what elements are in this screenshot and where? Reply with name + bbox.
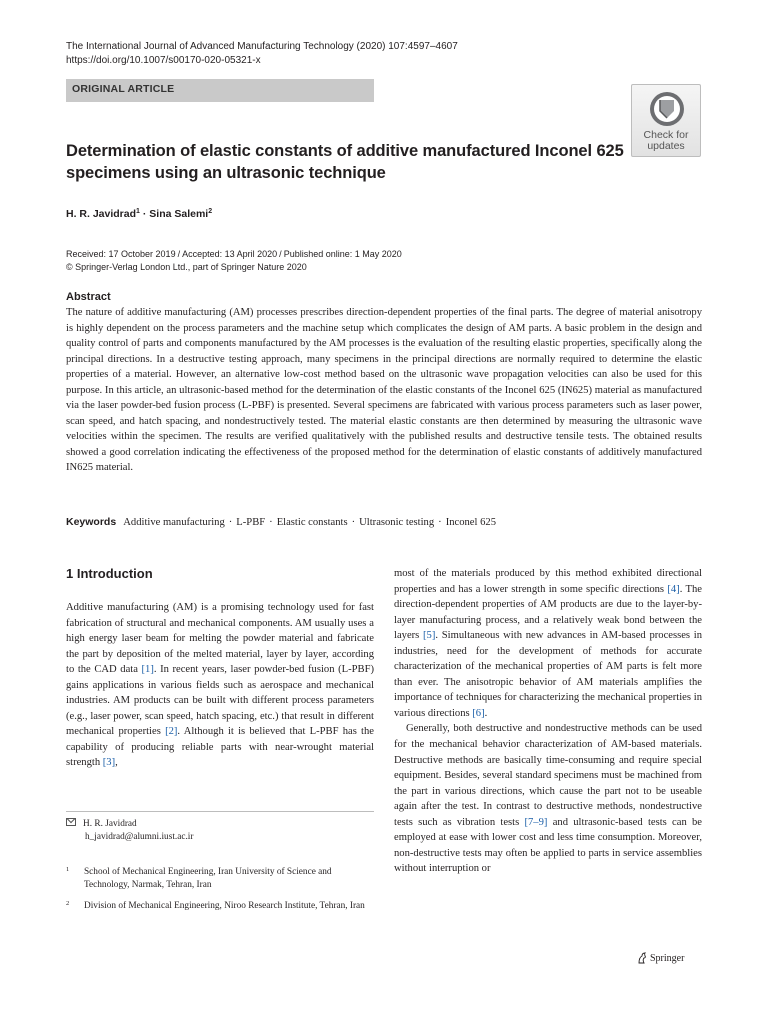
article-title: Determination of elastic constants of additive manufactured Inconel 625 specimens using an ultrasonic technique — [66, 142, 624, 182]
section-heading-introduction: 1 Introduction — [66, 566, 153, 581]
article-type-banner — [66, 79, 374, 102]
abstract-heading: Abstract — [66, 291, 111, 303]
author-list — [66, 208, 212, 220]
citation-link[interactable]: [2] — [165, 726, 178, 738]
keyword-item: L-PBF — [236, 517, 266, 528]
body-text: . Although it is believed that L-PBF has the capability of producing reliable parts with near-wrought material strength — [66, 726, 375, 769]
corresponding-author-name: H. R. Javidrad — [83, 819, 137, 829]
accepted-date: Accepted: 13 April 2020 — [182, 249, 278, 259]
citation-link[interactable]: [1] — [141, 664, 154, 676]
intro-paragraph-1-continued — [394, 566, 702, 721]
keyword-item: Ultrasonic testing — [359, 517, 435, 528]
keyword-item: Inconel 625 — [445, 517, 496, 528]
body-text: . — [484, 707, 488, 719]
keyword-separator: · — [269, 517, 273, 528]
body-text: Generally, both destructive and nondestructive methods can be used for the mechanical behavior characterization of AM-based materials. Destructive methods are basically time-consuming and require special equipment. Besides, several standard specimens must be machined from the part in various directions, which cause the part not to be useable again after the test. In contrast to destructive methods, nondestructive tests such as vibration tests — [394, 723, 702, 828]
author-affiliation-mark: 2 — [208, 208, 213, 215]
publisher-logo — [637, 952, 684, 964]
author-name[interactable]: Sina Salemi — [149, 208, 209, 220]
check-for-updates-badge[interactable] — [631, 84, 701, 157]
left-column — [66, 566, 374, 771]
body-text: . The direction-dependent properties of AM products are due to the layer-by-layer manufacturing process, and a relatively weak bond between the layers — [394, 583, 703, 642]
author-affiliation-mark: 1 — [136, 208, 140, 215]
keyword-item: Additive manufacturing — [123, 517, 225, 528]
received-date: Received: 17 October 2019 — [66, 249, 176, 259]
article-type-label: ORIGINAL ARTICLE — [72, 83, 175, 95]
body-text: . In recent years, laser powder-bed fusion (L-PBF) gains applications in various fields such as aerospace and mechanical industries. AM products can be built with different process parameters (e.g., laser power, scan speed, hatch spacing, etc.) that result in different mechanical properties — [66, 664, 374, 738]
citation-link[interactable]: [4] — [667, 583, 680, 595]
corresponding-author-email[interactable]: h_javidrad@alumni.iust.ac.ir — [85, 831, 194, 842]
published-date: Published online: 1 May 2020 — [283, 249, 402, 259]
intro-paragraph-2 — [394, 721, 702, 876]
body-text: most of the materials produced by this method exhibited directional properties and has a lower strength in some specific directions — [394, 568, 702, 595]
intro-paragraph-1 — [66, 600, 374, 771]
springer-horse-icon — [637, 952, 647, 964]
copyright-line: © Springer-Verlag London Ltd., part of Springer Nature 2020 — [66, 262, 307, 272]
author-separator: · — [142, 208, 147, 220]
keywords-label: Keywords — [66, 516, 117, 528]
affiliation-2 — [66, 900, 374, 913]
journal-citation: The International Journal of Advanced Manufacturing Technology (2020) 107:4597–4607 — [66, 41, 458, 52]
affiliation-text: School of Mechanical Engineering, Iran University of Science and Technology, Narmak, Tehran, Iran — [84, 867, 332, 890]
affiliation-1 — [66, 866, 374, 891]
updates-label: updates — [647, 140, 685, 152]
body-text: Additive manufacturing (AM) is a promising technology used for fast fabrication of structural and mechanical components. AM usually uses a high energy laser beam for melting the powder material and fabricate the part by deposition of the melted material, layer by layer, according to the CAD data — [66, 602, 374, 676]
body-text: and ultrasonic-based tests can be employed at ease with lower cost and less time consumption. Moreover, non-destructive tests may often be applied to parts in service assemblies without interruption or — [394, 816, 703, 875]
affiliation-number: 1 — [66, 866, 70, 873]
envelope-icon — [66, 818, 76, 826]
keyword-separator: · — [438, 517, 442, 528]
doi-link[interactable]: https://doi.org/10.1007/s00170-020-05321-x — [66, 55, 261, 66]
citation-link[interactable]: [5] — [423, 630, 436, 642]
check-for-updates-text — [632, 130, 700, 152]
affiliation-number: 2 — [66, 900, 70, 907]
keywords-line — [66, 515, 702, 530]
body-text: , — [115, 757, 118, 769]
keyword-item: Elastic constants — [276, 517, 348, 528]
check-for-label: Check for — [643, 129, 689, 141]
corresponding-author — [66, 818, 193, 843]
keyword-separator: · — [351, 517, 356, 528]
keyword-separator: · — [228, 517, 233, 528]
citation-link[interactable]: [3] — [102, 757, 116, 769]
body-text: . Simultaneous with new advances in AM-based processes in industries, need for the development of methods for accurate characterization of the mechanical properties of AM parts is felt more than ever. The anisotropic behavior of AM materials amplifies the importance of techniques for characterizing the mechanical properties in various directions — [394, 630, 702, 719]
publisher-name: Springer — [650, 952, 685, 964]
affiliation-text: Division of Mechanical Engineering, Niroo Research Institute, Tehran, Iran — [84, 901, 365, 911]
crossmark-icon — [649, 91, 685, 127]
right-column — [394, 566, 702, 877]
author-name[interactable]: H. R. Javidrad — [66, 208, 137, 220]
citation-link[interactable]: [6] — [472, 707, 485, 719]
citation-link[interactable]: [7–9] — [524, 816, 548, 828]
abstract-text: The nature of additive manufacturing (AM) processes prescribes direction-dependent properties of the final parts. The degree of material anisotropy is highly dependent on the process parameters and the machine setup which complicates the design of AM parts. A basic problem in the design and quality control of parts and components manufactured by the AM processes is the evaluation of the resulting elastic properties, specifically along the principal directions. In a destructive testing approach, many specimens in the principal directions are normally required to determine the elastic properties of a material. However, an alternative low-cost method based on the ultrasonic wave propagation velocities can also be used for this purpose. In this article, an ultrasonic-based method for the determination of the elastic constants of the Inconel 625 (IN625) material as manufactured via the laser powder-bed fusion process (L-PBF) is presented. Several specimens are fabricated with various process parameters such as laser power, scan speed, and hatch spacing, and nondestructively tested. The material elastic constants are then determined by measuring the ultrasonic wave velocities within the specimen. The results are verified qualitatively with the published results and destructive tensile tests. The obtained results showed a good correlation indicating the effectiveness of the proposed method for the determination of elastic constants of additively manufactured IN625 material. — [66, 307, 702, 473]
article-dates: Received: 17 October 2019 / Accepted: 13 April 2020 / Published online: 1 May 2020 © Springer-Verlag London Ltd., part of Springer Nature 2020 — [66, 249, 402, 272]
footnote-divider — [66, 811, 374, 812]
